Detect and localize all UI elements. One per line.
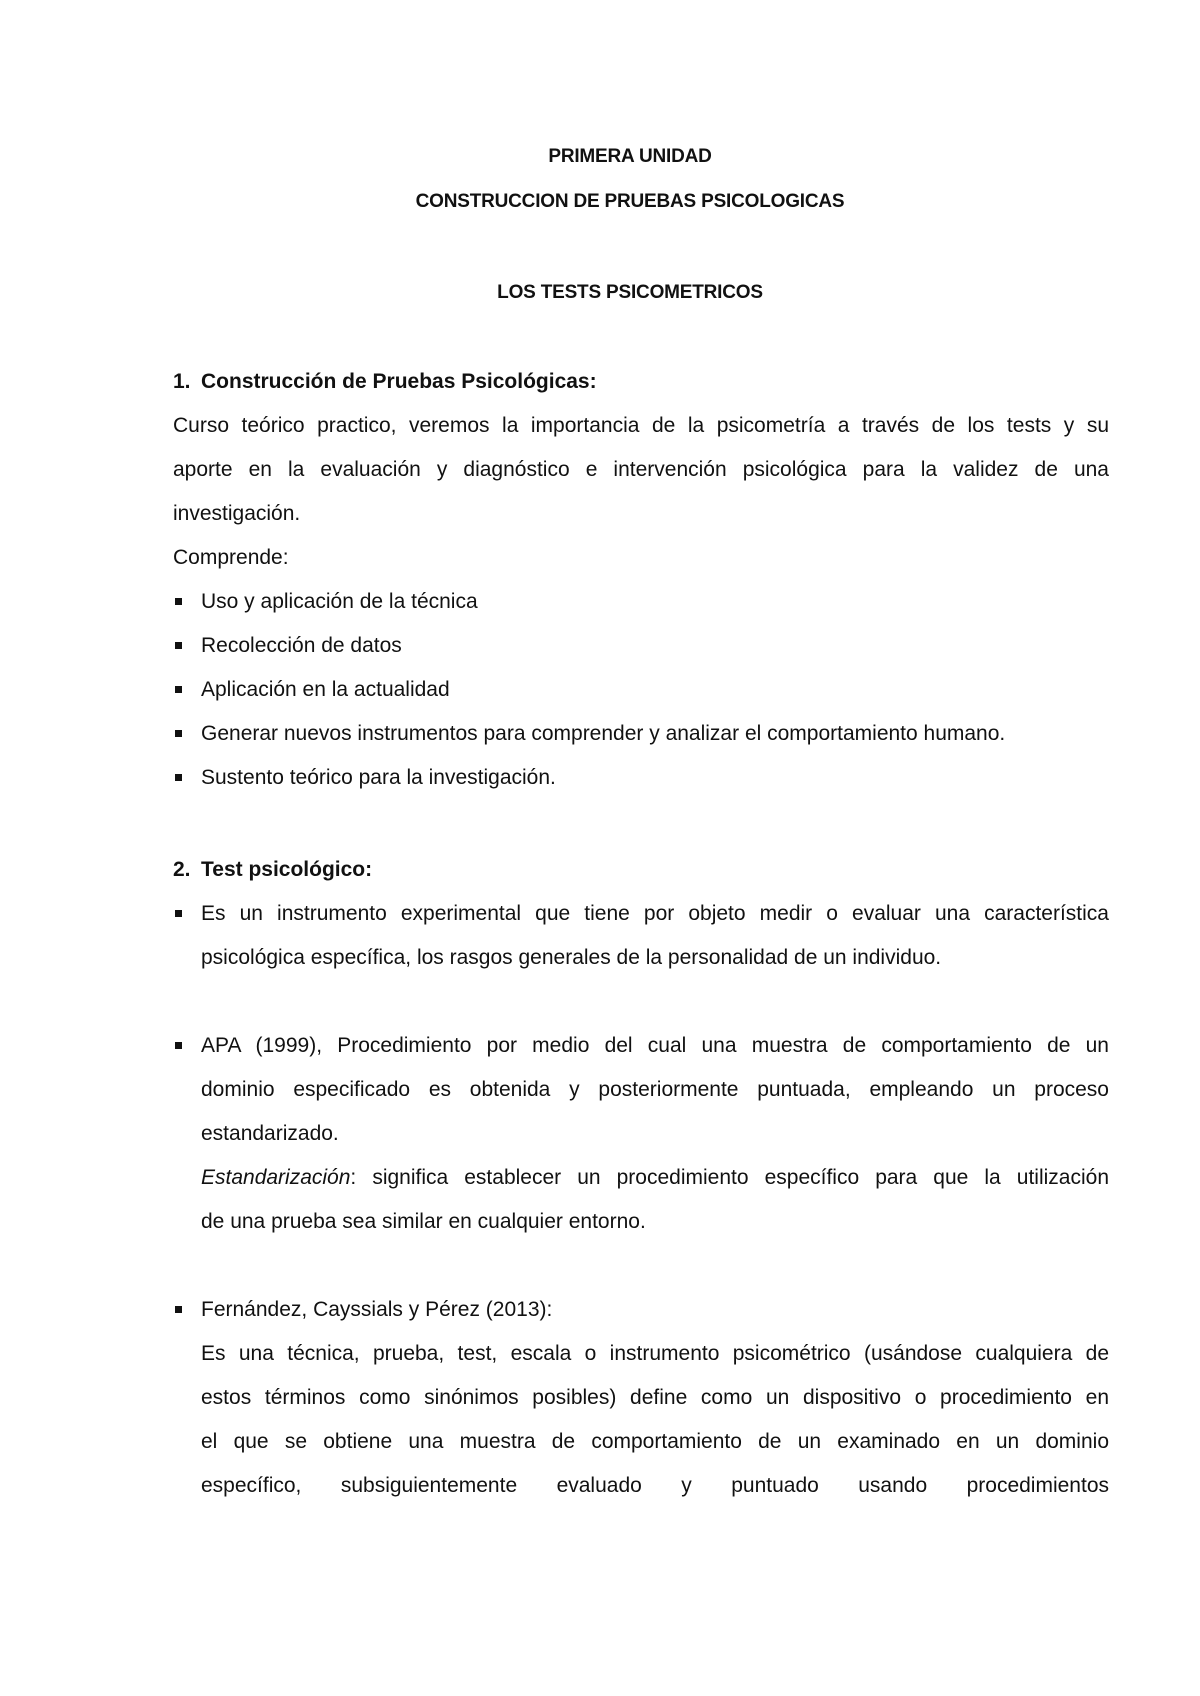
bullet-icon: [175, 598, 182, 605]
list-item-text: Fernández, Cayssials y Pérez (2013):: [201, 1298, 553, 1321]
estandarizacion-definition: [173, 1156, 1109, 1200]
section-1-paragraph-line: investigación.: [173, 502, 301, 525]
list-item-text: APA (1999), Procedimiento por medio del cual una muestra de comportamiento de un: [201, 1034, 1109, 1057]
estandarizacion-definition-line2: de una prueba sea similar en cualquier entorno.: [201, 1210, 646, 1233]
topic-heading: LOS TESTS PSICOMETRICOS: [497, 282, 763, 303]
list-item: [173, 1024, 1109, 1068]
list-item-text: Uso y aplicación de la técnica: [201, 590, 478, 613]
list-item-continuation: dominio especificado es obtenida y posteriormente puntuada, empleando un proceso: [201, 1078, 1109, 1101]
bullet-icon: [175, 774, 182, 781]
section-2-number: 2.: [173, 858, 191, 881]
comprende-label: Comprende:: [173, 546, 289, 569]
section-1-number: 1.: [173, 370, 191, 393]
section-1-title-text: Construcción de Pruebas Psicológicas:: [201, 370, 597, 393]
list-item-text: Aplicación en la actualidad: [201, 678, 450, 701]
list-item-continuation: psicológica específica, los rasgos generales de la personalidad de un individuo.: [201, 946, 942, 969]
list-item-continuation: el que se obtiene una muestra de comportamiento de un examinado en un dominio: [201, 1430, 1109, 1453]
unit-heading: PRIMERA UNIDAD: [548, 146, 712, 167]
subject-heading: CONSTRUCCION DE PRUEBAS PSICOLOGICAS: [415, 191, 845, 212]
section-1: [173, 360, 1109, 800]
spacer: [173, 980, 1109, 1024]
list-item-text: Generar nuevos instrumentos para comprender y analizar el comportamiento humano.: [201, 722, 1006, 745]
bullet-icon: [175, 686, 182, 693]
bullet-icon: [175, 642, 182, 649]
section-2: [173, 848, 1109, 1508]
section-2-title: [173, 848, 1109, 892]
list-item: [173, 580, 1109, 624]
list-item: [173, 756, 1109, 800]
list-item: [173, 712, 1109, 756]
list-item: [173, 624, 1109, 668]
list-item: [173, 1288, 1109, 1332]
list-item: [173, 892, 1109, 936]
section-1-paragraph-line: Curso teórico practico, veremos la importancia de la psicometría a través de los tests y su: [173, 414, 1109, 437]
estandarizacion-term: Estandarización: [201, 1166, 351, 1189]
section-1-title: [173, 360, 1109, 404]
list-item-text: Sustento teórico para la investigación.: [201, 766, 556, 789]
list-item-continuation: estos términos como sinónimos posibles) define como un dispositivo o procedimiento en: [201, 1386, 1109, 1409]
bullet-icon: [175, 910, 182, 917]
bullet-icon: [175, 1306, 182, 1313]
estandarizacion-text: : significa establecer un procedimiento específico para que la utilización: [350, 1166, 1109, 1189]
spacer: [173, 1244, 1109, 1288]
list-item-continuation: específico, subsiguientemente evaluado y puntuado usando procedimientos: [201, 1474, 1109, 1497]
list-item-continuation: estandarizado.: [201, 1122, 339, 1145]
list-item-continuation: Es una técnica, prueba, test, escala o instrumento psicométrico (usándose cualquiera de: [201, 1342, 1109, 1365]
section-1-paragraph-line: aporte en la evaluación y diagnóstico e intervención psicológica para la validez de una: [173, 458, 1109, 481]
bullet-icon: [175, 730, 182, 737]
list-item: [173, 668, 1109, 712]
list-item-text: Es un instrumento experimental que tiene por objeto medir o evaluar una característica: [201, 902, 1109, 925]
list-item-text: Recolección de datos: [201, 634, 402, 657]
bullet-icon: [175, 1042, 182, 1049]
section-2-title-text: Test psicológico:: [201, 858, 373, 881]
